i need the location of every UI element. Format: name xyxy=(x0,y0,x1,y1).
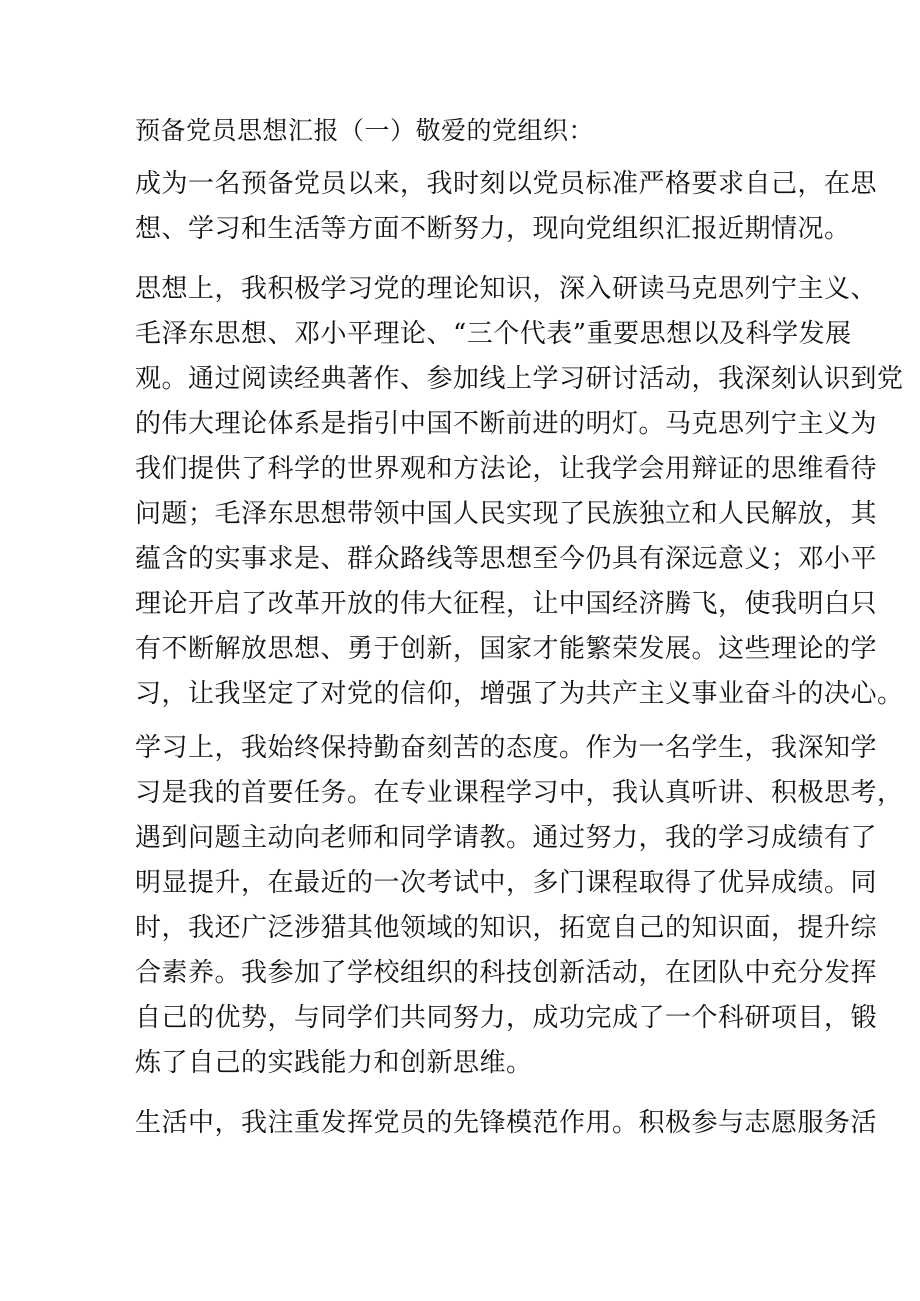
text-line: 蕴含的实事求是、群众路线等思想至今仍具有深远意义；邓小平 xyxy=(135,544,878,574)
text-line: 遇到问题主动向老师和同学请教。通过努力，我的学习成绩有了 xyxy=(135,823,878,853)
text-line: 学习上，我始终保持勤奋刻苦的态度。作为一名学生，我深知学 xyxy=(135,733,878,763)
text-line: 思想上，我积极学习党的理论知识，深入研读马克思列宁主义、 xyxy=(135,274,878,304)
text-line: 明显提升，在最近的一次考试中，多门课程取得了优异成绩。同 xyxy=(135,868,878,898)
document-title: 预备党员思想汇报（一）敬爱的党组织： xyxy=(135,116,595,145)
text-line: 习，让我坚定了对党的信仰，增强了为共产主义事业奋斗的决心。 xyxy=(135,679,904,709)
paragraph-study xyxy=(135,726,904,1086)
text-line: 成为一名预备党员以来，我时刻以党员标准严格要求自己，在思 xyxy=(135,169,878,199)
text-line: 有不断解放思想、勇于创新，国家才能繁荣发展。这些理论的学 xyxy=(135,634,878,664)
document-body xyxy=(135,108,904,1146)
text-line: 生活中，我注重发挥党员的先锋模范作用。积极参与志愿服务活 xyxy=(135,1108,878,1138)
text-line: 毛泽东思想、邓小平理论、“三个代表”重要思想以及科学发展 xyxy=(135,319,852,349)
text-line: 的伟大理论体系是指引中国不断前进的明灯。马克思列宁主义为 xyxy=(135,409,878,439)
paragraph-life xyxy=(135,1101,878,1146)
text-line: 时，我还广泛涉猎其他领域的知识，拓宽自己的知识面，提升综 xyxy=(135,913,878,943)
text-line: 观。通过阅读经典著作、参加线上学习研讨活动，我深刻认识到党 xyxy=(135,364,904,394)
text-line: 自己的优势，与同学们共同努力，成功完成了一个科研项目，锻 xyxy=(135,1003,878,1033)
text-line: 习是我的首要任务。在专业课程学习中，我认真听讲、积极思考， xyxy=(135,778,904,808)
text-line: 合素养。我参加了学校组织的科技创新活动，在团队中充分发挥 xyxy=(135,958,878,988)
text-line: 想、学习和生活等方面不断努力，现向党组织汇报近期情况。 xyxy=(135,214,851,244)
text-line: 问题；毛泽东思想带领中国人民实现了民族独立和人民解放，其 xyxy=(135,499,878,529)
text-line: 理论开启了改革开放的伟大征程，让中国经济腾飞，使我明白只 xyxy=(135,589,878,619)
text-line: 我们提供了科学的世界观和方法论，让我学会用辩证的思维看待 xyxy=(135,454,878,484)
paragraph-intro xyxy=(135,162,878,252)
paragraph-thought xyxy=(135,267,904,717)
text-line: 炼了自己的实践能力和创新思维。 xyxy=(135,1048,533,1078)
